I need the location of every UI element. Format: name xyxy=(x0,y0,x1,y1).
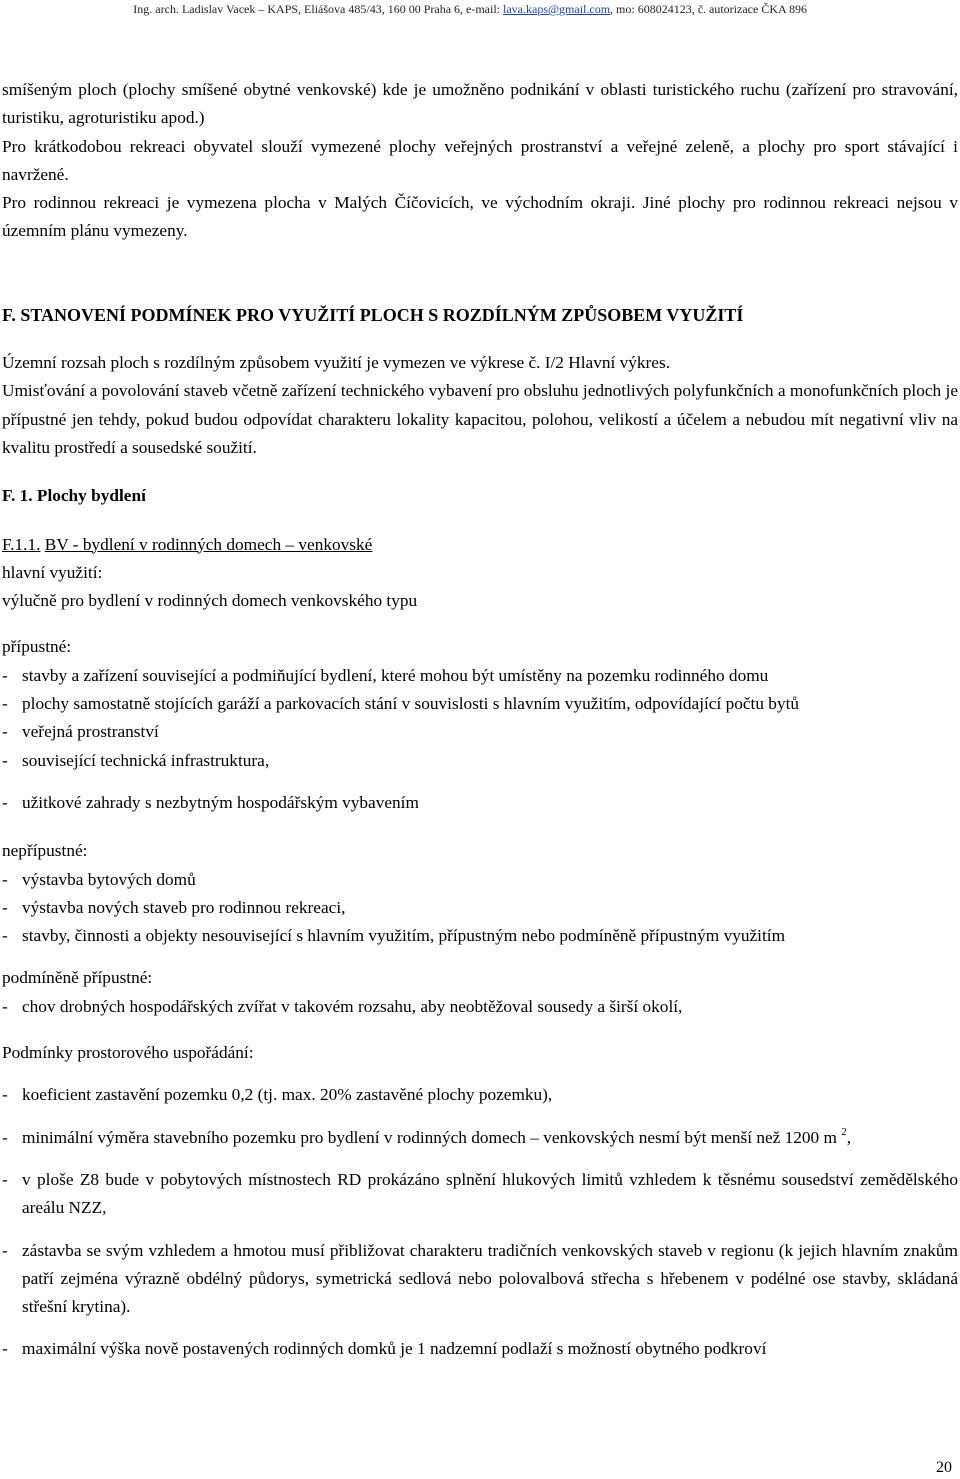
list-item: - užitkové zahrady s nezbytným hospodářským vybavením xyxy=(2,792,419,812)
intro-paragraph-2: Pro krátkodobou rekreaci obyvatel slouží vymezené plochy veřejných prostranství a veřejné zeleně, a plochy pro sport stávající i navržené. xyxy=(2,136,958,184)
page-number: 20 xyxy=(936,1459,952,1476)
allowed-extra-list xyxy=(2,789,958,817)
list-item: - chov drobných hospodářských zvířat v takovém rozsahu, aby neobtěžoval sousedy a širší okolí, xyxy=(2,996,683,1016)
header-text-after: , mo: 608024123, č. autorizace ČKA 896 xyxy=(610,2,807,16)
list-item: - zástavba se svým vzhledem a hmotou musí přibližovat charakteru tradičních venkovských staveb v regionu (k jejich hlavním znakům patří zejména výrazně obdélný půdorys, symetrická sedlová nebo polovalbová střecha s hřebenem v podélné ose stavby, skládaná střešní krytina). xyxy=(2,1240,958,1317)
list-item: - maximální výška nově postavených rodinných domků je 1 nadzemní podlaží s možností obytného podkroví xyxy=(2,1339,767,1359)
list-item: - plochy samostatně stojících garáží a parkovacích stání v souvislosti s hlavním využitím, odpovídající počtu bytů xyxy=(2,694,800,714)
subsection-code: F.1.1. xyxy=(2,534,41,554)
document-body xyxy=(2,76,958,1364)
superscript: 2 xyxy=(841,1125,847,1138)
allowed-list xyxy=(2,662,958,775)
section-f-paragraph-1: Územní rozsah ploch s rozdílným způsobem využití je vymezen ve výkrese č. I/2 Hlavní výkres. xyxy=(2,353,671,373)
list-item: - stavby, činnosti a objekty nesouvisející s hlavním využitím, přípustným nebo podmíněně přípustným využitím xyxy=(2,926,786,946)
list-item: - veřejná prostranství xyxy=(2,722,159,742)
subsection-name: BV - bydlení v rodinných domech – venkovské xyxy=(44,534,373,554)
spatial-list-1 xyxy=(2,1081,958,1109)
forbidden-label: nepřípustné: xyxy=(2,841,88,861)
list-item: - koeficient zastavění pozemku 0,2 (tj. max. 20% zastavěné plochy pozemku), xyxy=(2,1085,553,1105)
intro-paragraph-1: smíšeným ploch (plochy smíšené obytné venkovské) kde je umožněno podnikání v oblasti turistického ruchu (zařízení pro stravování, turistiku, agroturistiku apod.) xyxy=(2,80,958,128)
spatial-list-5 xyxy=(2,1335,958,1363)
list-item: - stavby a zařízení související a podmiňující bydlení, které mohou být umístěny na pozemku rodinného domu xyxy=(2,665,769,685)
list-item: - výstavba bytových domů xyxy=(2,869,196,889)
section-f1-heading: F. 1. Plochy bydlení xyxy=(2,486,146,506)
list-item: - související technická infrastruktura, xyxy=(2,750,270,770)
header-text: Ing. arch. Ladislav Vacek – KAPS, Eliášova 485/43, 160 00 Praha 6, e-mail: xyxy=(133,2,503,16)
spatial-list-4 xyxy=(2,1237,958,1322)
spatial-list-3 xyxy=(2,1166,958,1223)
subsection-title xyxy=(2,531,958,559)
list-item: - minimální výměra stavebního pozemku pro bydlení v rodinných domech – venkovských nesmí být menší než 1200 m $^2$, xyxy=(2,1125,852,1147)
section-f-heading: F. STANOVENÍ PODMÍNEK PRO VYUŽITÍ PLOCH S ROZDÍLNÝM ZPŮSOBEM VYUŽITÍ xyxy=(2,304,744,325)
conditional-list xyxy=(2,993,958,1021)
main-use-text: výlučně pro bydlení v rodinných domech venkovského typu xyxy=(2,591,418,611)
conditional-label: podmíněně přípustné: xyxy=(2,968,153,988)
main-use-label: hlavní využití: xyxy=(2,562,103,582)
allowed-label: přípustné: xyxy=(2,637,72,657)
list-item: - v ploše Z8 bude v pobytových místnostech RD prokázáno splnění hlukových limitů vzhledem k těsnému sousedství zemědělského areálu NZZ, xyxy=(2,1169,958,1218)
intro-paragraph-3: Pro rodinnou rekreaci je vymezena plocha v Malých Číčovicích, ve východním okraji. Jiné plochy pro rodinnou rekreaci nejsou v územním plánu vymezeny. xyxy=(2,193,958,241)
header-email-link[interactable]: lava.kaps@gmail.com xyxy=(503,2,611,16)
spatial-list-2 xyxy=(2,1124,958,1152)
spatial-label: Podmínky prostorového uspořádání: xyxy=(2,1043,254,1063)
page-header xyxy=(133,2,807,17)
forbidden-list xyxy=(2,866,958,951)
section-f-paragraph-2: Umisťování a povolování staveb včetně zařízení technického vybavení pro obsluhu jednotlivých polyfunkčních a monofunkčních ploch je přípustné jen tehdy, pokud budou odpovídat charakteru lokality kapacitou, polohou, velikostí a účelem a nebudou mít negativní vliv na kvalitu prostředí a sousedské soužití. xyxy=(2,381,958,457)
list-item: - výstavba nových staveb pro rodinnou rekreaci, xyxy=(2,897,346,917)
